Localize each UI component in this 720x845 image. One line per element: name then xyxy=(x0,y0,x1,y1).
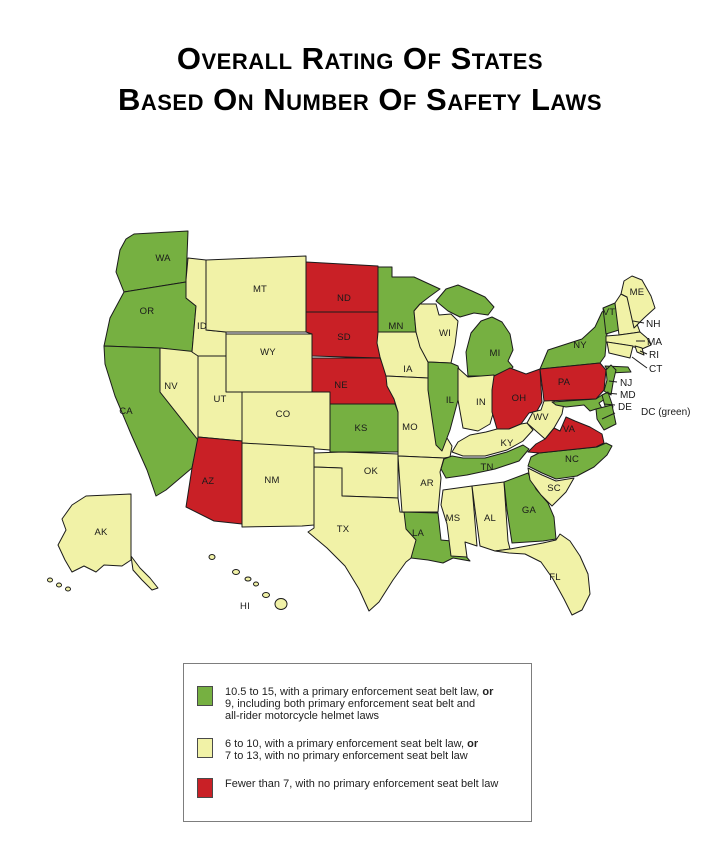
hi-island-6 xyxy=(275,599,287,610)
state-label-co: CO xyxy=(275,409,291,420)
state-label-fl: FL xyxy=(549,572,561,583)
legend-item-green xyxy=(197,686,523,722)
legend-green-line-3: all-rider motorcycle helmet laws xyxy=(225,710,380,722)
legend-yellow-line-1 xyxy=(225,738,478,750)
state-label-al: AL xyxy=(483,513,497,524)
legend-green-line-1-bold: or xyxy=(482,686,494,698)
state-wa xyxy=(116,231,188,292)
state-label-sc: SC xyxy=(547,483,561,494)
state-label-pa: PA xyxy=(557,377,571,388)
state-label-ak: AK xyxy=(94,527,108,538)
legend-red-line-1: Fewer than 7, with no primary enforcement seat belt law xyxy=(225,778,499,790)
callout-label-ma: MA xyxy=(647,337,662,348)
state-pa xyxy=(540,363,606,401)
state-mi xyxy=(466,317,513,376)
callout-label-nj: NJ xyxy=(620,378,633,389)
state-label-il: IL xyxy=(445,395,455,406)
ak-island-2 xyxy=(57,583,62,587)
legend-item-red xyxy=(197,778,523,798)
title-line-1: Overall Rating Of States xyxy=(176,41,544,76)
yellow-swatch xyxy=(197,738,213,758)
state-label-va: VA xyxy=(562,424,576,435)
legend-text-red xyxy=(225,778,498,798)
callout-label-ct: CT xyxy=(649,364,663,375)
state-label-nd: ND xyxy=(336,293,352,304)
legend-yellow-line-2: 7 to 13, with no primary enforcement seat belt law xyxy=(225,750,468,762)
state-label-ok: OK xyxy=(363,466,379,477)
state-label-az: AZ xyxy=(201,476,215,487)
state-shapes xyxy=(48,231,656,615)
ak-island-1 xyxy=(48,578,53,582)
state-label-ny: NY xyxy=(573,340,587,351)
state-or xyxy=(104,282,196,352)
state-label-ar: AR xyxy=(420,478,434,489)
hi-island-1 xyxy=(209,555,215,560)
legend-box xyxy=(183,663,532,822)
legend-green-line-2: 9, including both primary enforcement seat belt and xyxy=(225,698,476,710)
state-label-nm: NM xyxy=(264,475,280,486)
callout-label-nh: NH xyxy=(646,319,661,330)
state-label-wy: WY xyxy=(260,347,276,358)
hi-island-4 xyxy=(254,582,259,586)
state-mi-upper xyxy=(436,285,494,317)
state-label-ky: KY xyxy=(500,438,514,449)
legend-text-yellow xyxy=(225,738,478,762)
state-label-nv: NV xyxy=(164,381,178,392)
state-label-oh: OH xyxy=(511,393,527,404)
state-label-ga: GA xyxy=(521,505,537,516)
state-ak-panhandle xyxy=(131,556,158,590)
state-label-in: IN xyxy=(476,397,486,408)
green-swatch xyxy=(197,686,213,706)
red-swatch xyxy=(197,778,213,798)
state-wy xyxy=(226,334,312,392)
callout-label-de: DE xyxy=(618,402,632,413)
state-label-mn: MN xyxy=(388,321,404,332)
state-label-vt: VT xyxy=(602,307,616,318)
callout-label-md: MD xyxy=(620,390,636,401)
state-label-ia: IA xyxy=(403,364,413,375)
callout-label-ri: RI xyxy=(649,350,659,361)
legend-green-line-1-text: 10.5 to 15, with a primary enforcement seat belt law, xyxy=(225,686,483,698)
state-label-wi: WI xyxy=(438,328,452,339)
state-nj xyxy=(604,365,616,395)
state-label-sd: SD xyxy=(337,332,351,343)
state-label-wa: WA xyxy=(155,253,171,264)
legend-text-green xyxy=(225,686,493,722)
state-label-tn: TN xyxy=(480,462,494,473)
state-label-ms: MS xyxy=(445,513,461,524)
state-label-or: OR xyxy=(139,306,155,317)
state-label-tx: TX xyxy=(336,524,350,535)
legend-item-yellow xyxy=(197,738,523,762)
state-label-mt: MT xyxy=(252,284,268,295)
state-label-me: ME xyxy=(629,287,645,298)
state-nd xyxy=(306,262,378,312)
callout-label-dc: DC (green) xyxy=(641,407,691,418)
hi-island-5 xyxy=(263,593,270,598)
state-label-mi: MI xyxy=(489,348,501,359)
state-label-ca: CA xyxy=(119,406,133,417)
state-label-hi: HI xyxy=(240,601,250,612)
state-label-la: LA xyxy=(411,528,425,539)
state-label-wv: WV xyxy=(533,412,549,423)
state-label-ks: KS xyxy=(354,423,368,434)
title-line-2: Based On Number Of Safety Laws xyxy=(117,82,602,117)
hi-island-2 xyxy=(233,570,240,575)
leader-line-ct xyxy=(632,357,647,368)
state-label-id: ID xyxy=(197,321,207,332)
state-label-ne: NE xyxy=(334,380,348,391)
state-label-ut: UT xyxy=(213,394,227,405)
legend-yellow-line-1-bold: or xyxy=(467,738,479,750)
legend-green-line-1 xyxy=(225,686,493,698)
state-co xyxy=(242,392,330,450)
hi-island-3 xyxy=(245,577,251,581)
ak-island-3 xyxy=(66,587,71,591)
state-label-nc: NC xyxy=(564,454,580,465)
legend-yellow-line-1-text: 6 to 10, with a primary enforcement seat belt law, xyxy=(225,738,468,750)
state-label-mo: MO xyxy=(402,422,418,433)
